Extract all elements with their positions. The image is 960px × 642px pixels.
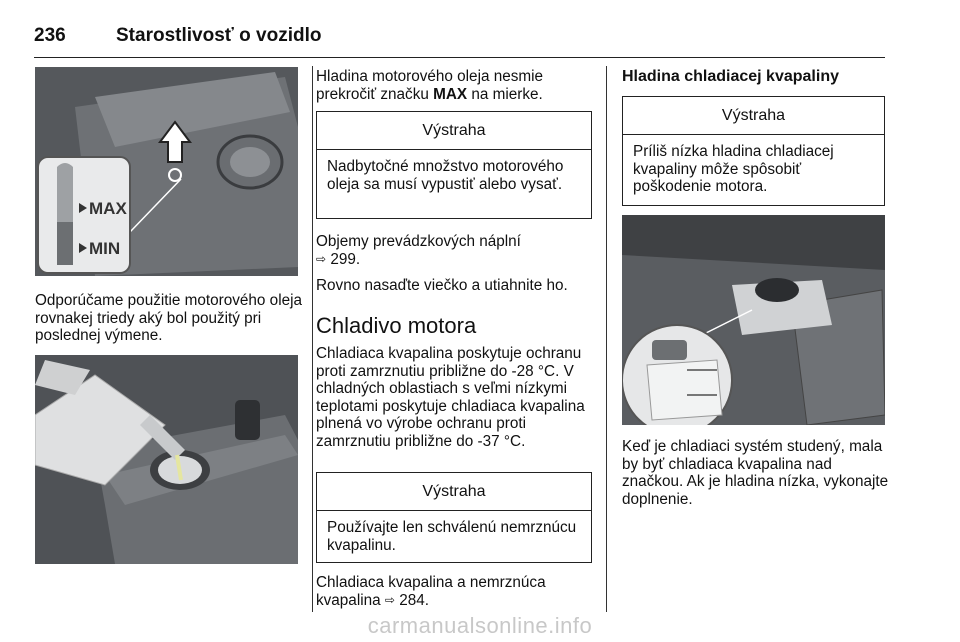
coolant-level-text: Keď je chladiaci systém studený, mala by byť chladiaca kvapalina nad značkou. Ak je hladina nízka, vykonajte doplnenie. xyxy=(622,438,889,508)
antifreeze-text: Chladiaca kvapalina a nemrznúca kvapalina ⇨ 284. xyxy=(316,574,546,609)
warning-box xyxy=(316,111,592,219)
oil-filling-image xyxy=(35,355,298,564)
page-header xyxy=(34,25,885,58)
column-divider xyxy=(606,66,607,612)
warning-title: Výstraha xyxy=(317,473,591,511)
warning-text: Nadbytočné množstvo motorového oleja sa musí vypustiť alebo vysať. xyxy=(327,158,564,193)
arrow-right-outline-icon: ⇨ xyxy=(384,592,395,607)
capacities-text: Objemy prevádzkových náplní ⇨ 299. xyxy=(316,233,521,268)
arrow-right-outline-icon: ⇨ xyxy=(316,251,327,266)
column-divider xyxy=(312,66,313,612)
section-heading: Chladivo motora xyxy=(316,313,477,338)
warning-box xyxy=(622,96,885,206)
page-number: 236 xyxy=(34,25,66,46)
warning-box xyxy=(316,472,592,563)
warning-text: Príliš nízka hladina chladiacej kvapaliny môže spôsobiť poškodenie motora. xyxy=(633,143,834,195)
cap-instruction-text: Rovno nasaďte viečko a utiahnite ho. xyxy=(316,277,568,294)
max-mark-label: MAX xyxy=(89,199,127,218)
page-title: Starostlivosť o vozidlo xyxy=(116,25,322,46)
coolant-reservoir-image xyxy=(622,215,885,425)
coolant-text: Chladiaca kvapalina poskytuje ochranu proti zamrznutiu približne do -28 °C. V chladných oblastiach s veľmi nízkymi teplotami poskytuje chladiaca kvapalina plnená vo výrobe ochranu proti zamrznutiu približne do -37 °C. xyxy=(316,345,585,450)
warning-title: Výstraha xyxy=(317,112,591,150)
warning-text: Používajte len schválenú nemrznúcu kvapalinu. xyxy=(327,519,577,554)
oil-level-text: Hladina motorového oleja nesmie prekročiť značku MAX na mierke. xyxy=(316,68,544,103)
engine-oil-dipstick-image xyxy=(35,67,298,276)
section-heading: Hladina chladiacej kvapaliny xyxy=(622,68,839,85)
warning-title: Výstraha xyxy=(623,97,884,135)
min-mark-label: MIN xyxy=(89,239,121,258)
watermark: carmanualsonline.info xyxy=(367,613,593,638)
oil-recommendation-text: Odporúčame použitie motorového oleja rovnakej triedy aký bol použitý pri poslednej výmene. xyxy=(35,292,303,344)
